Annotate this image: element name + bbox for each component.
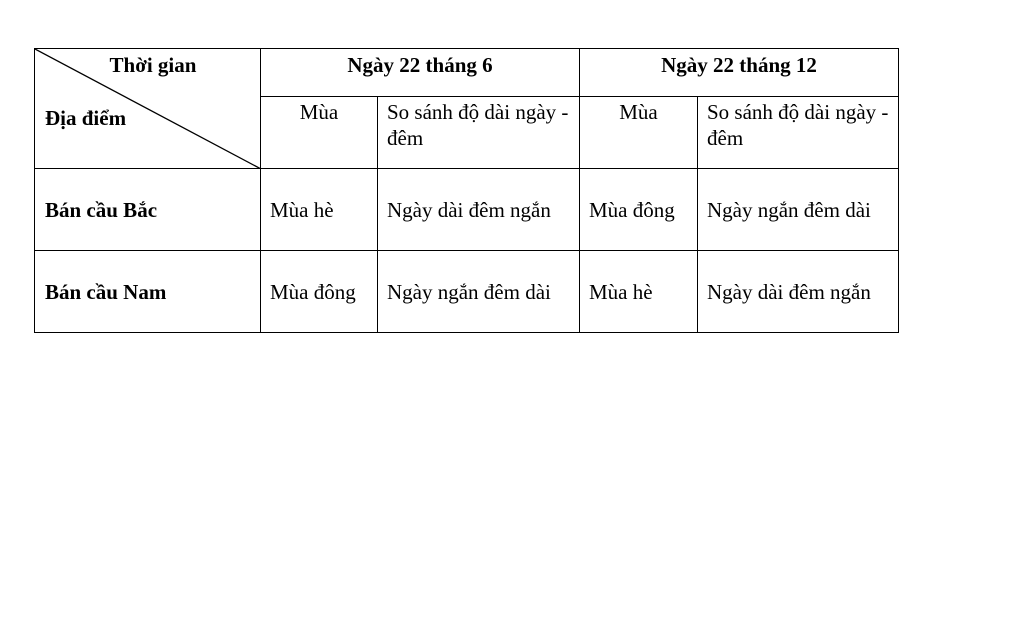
table-cell: Ngày ngắn đêm dài	[378, 251, 580, 333]
table-cell: Mùa đông	[261, 251, 378, 333]
table-cell: Ngày dài đêm ngắn	[698, 251, 899, 333]
subheader-compare-june: So sánh độ dài ngày - đêm	[378, 97, 580, 169]
corner-header-cell	[35, 49, 261, 169]
row-place-label: Bán cầu Nam	[35, 251, 261, 333]
table-cell: Mùa hè	[261, 169, 378, 251]
row-place-label: Bán cầu Bắc	[35, 169, 261, 251]
header-row	[35, 49, 899, 97]
table-row-northern	[35, 169, 899, 251]
table-cell: Ngày dài đêm ngắn	[378, 169, 580, 251]
period-header-june: Ngày 22 tháng 6	[261, 49, 580, 97]
subheader-season-december: Mùa	[580, 97, 698, 169]
subheader-season-june: Mùa	[261, 97, 378, 169]
corner-place-label: Địa điểm	[45, 106, 127, 130]
subheader-compare-december: So sánh độ dài ngày - đêm	[698, 97, 899, 169]
period-header-december: Ngày 22 tháng 12	[580, 49, 899, 97]
table-row-southern	[35, 251, 899, 333]
table-cell: Mùa hè	[580, 251, 698, 333]
table-cell: Mùa đông	[580, 169, 698, 251]
corner-time-label: Thời gian	[109, 53, 197, 77]
table-cell: Ngày ngắn đêm dài	[698, 169, 899, 251]
season-comparison-table	[34, 48, 899, 333]
